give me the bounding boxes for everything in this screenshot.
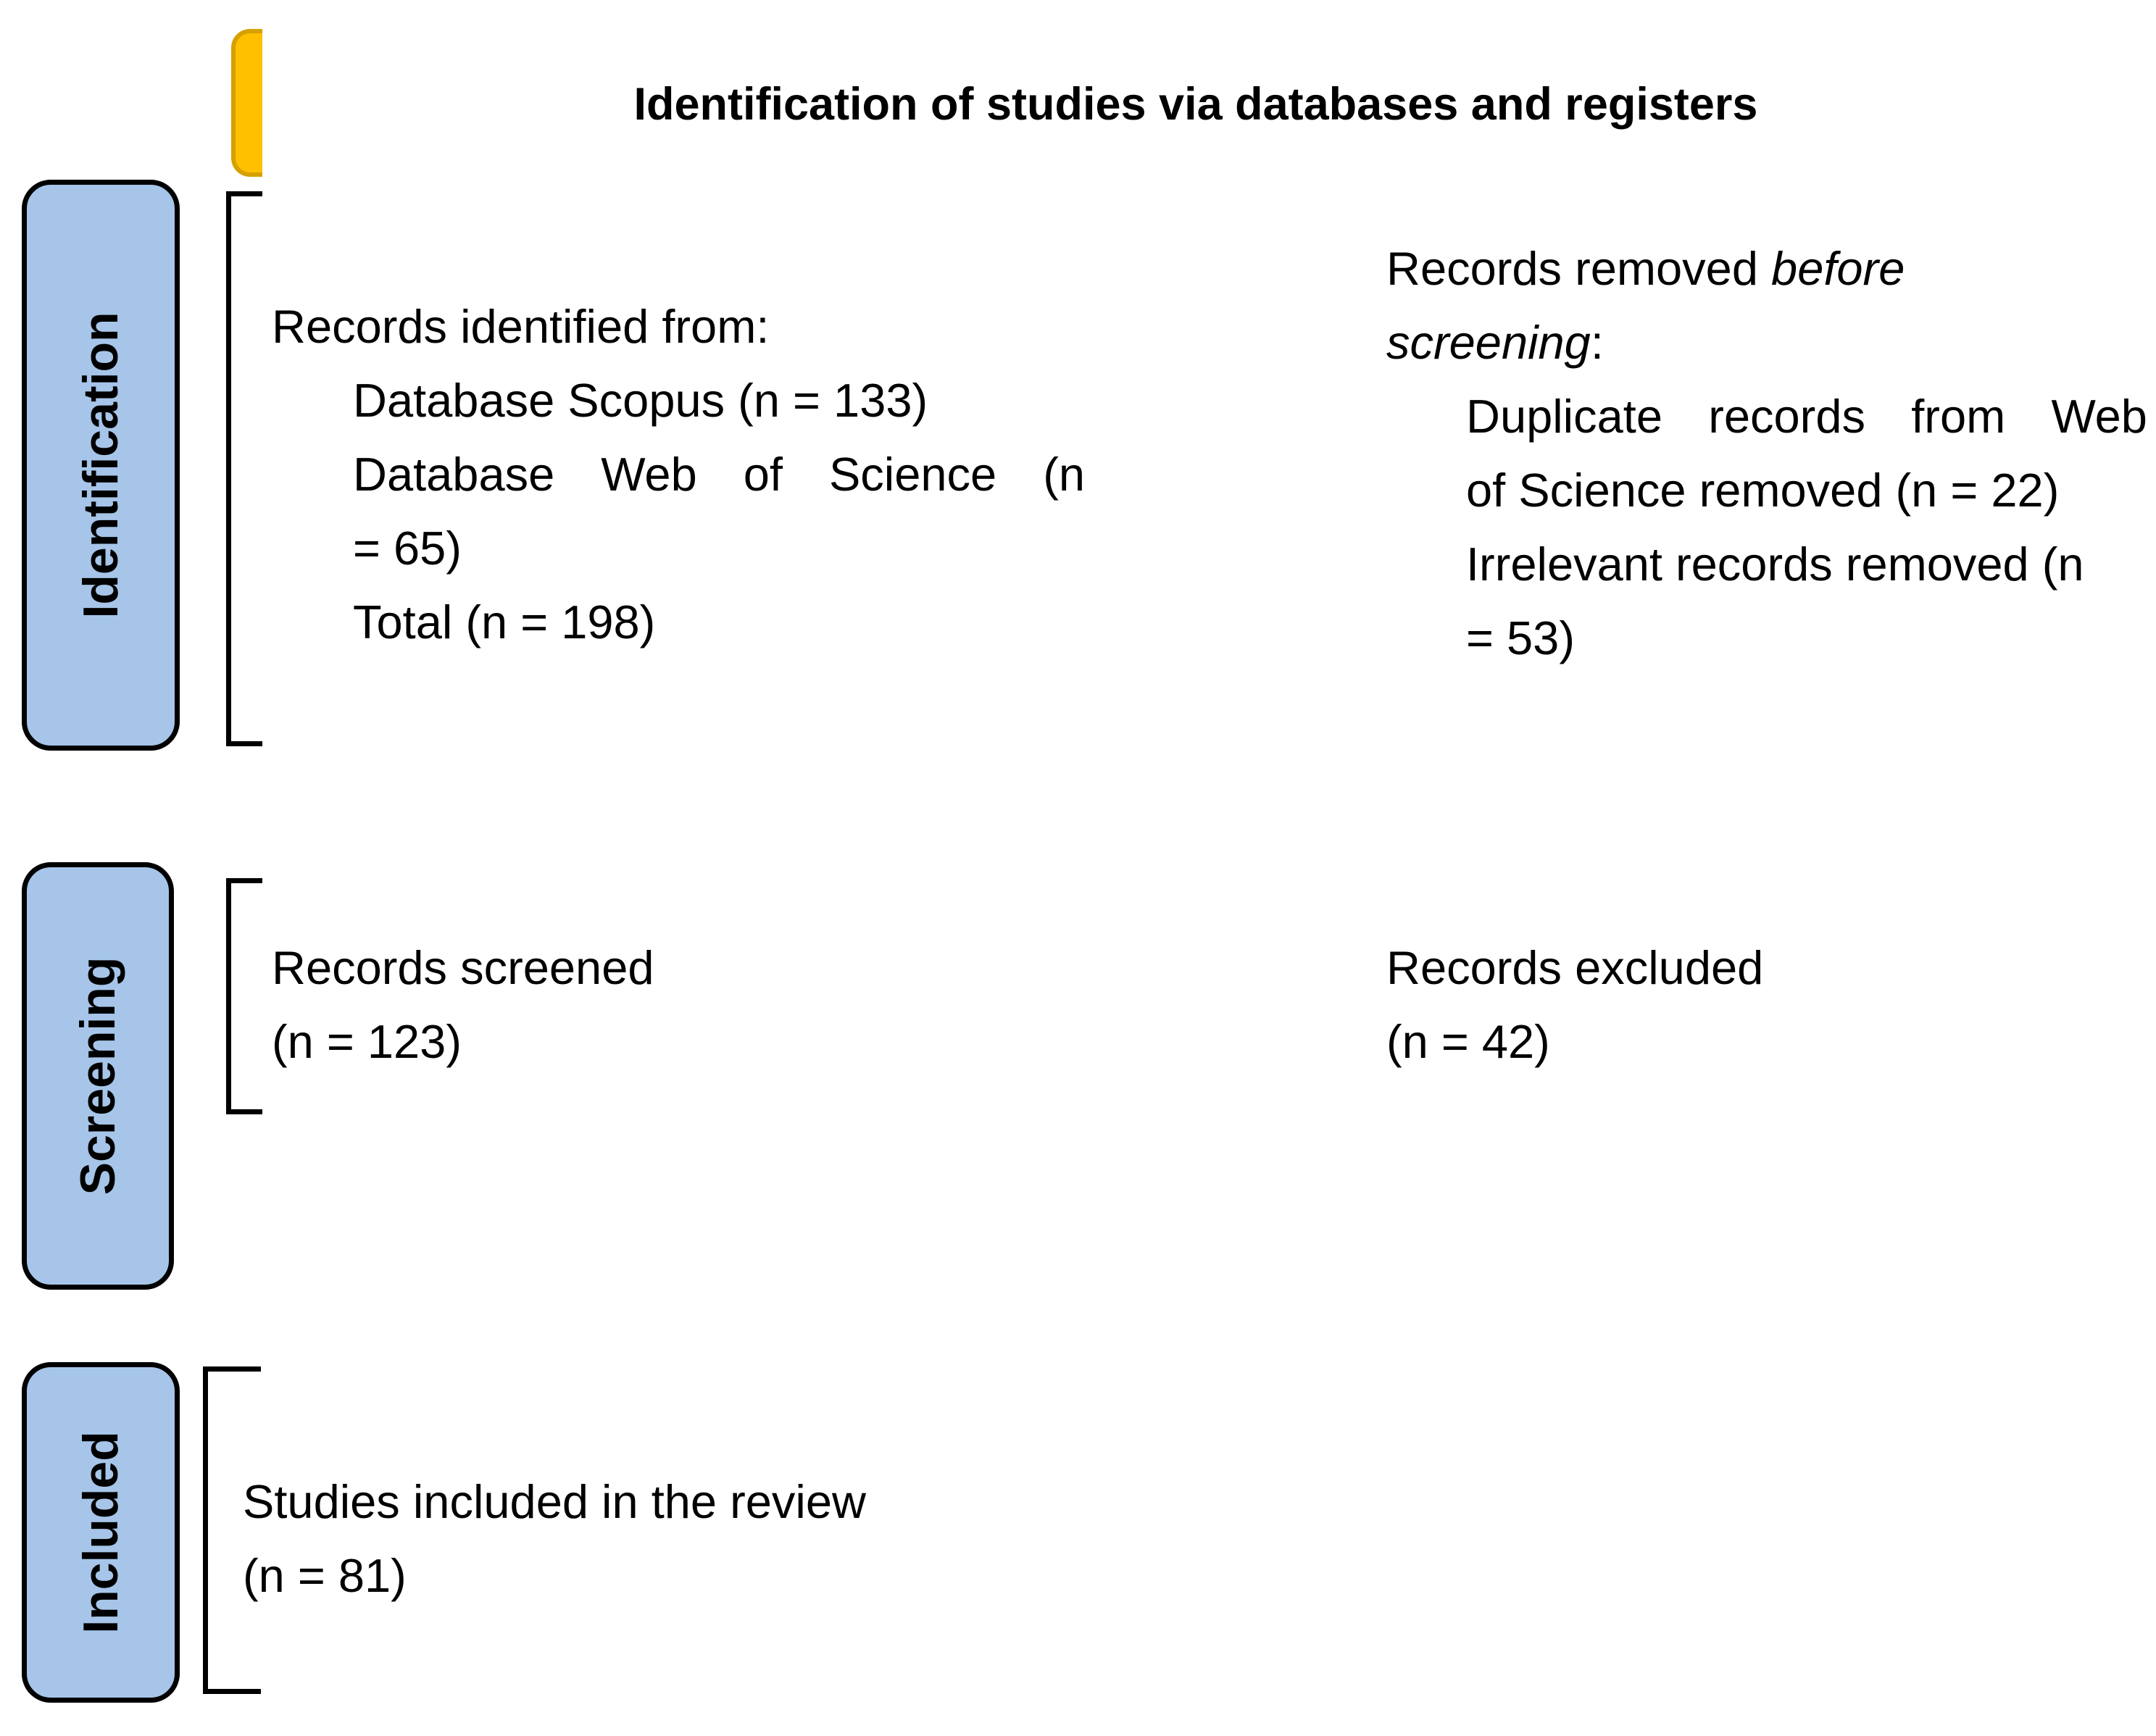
records-removed-heading-line1: Records removed before	[1386, 242, 1905, 295]
justified-word: records	[1708, 390, 1865, 443]
wos-records-count: = 65)	[353, 522, 462, 575]
records-removed-block	[1386, 232, 2147, 675]
records-screened-block	[272, 931, 654, 1079]
header-tab-mask	[262, 22, 306, 184]
stage-identification	[22, 180, 180, 751]
records-screened-label: Records screened	[272, 941, 654, 994]
justified-word: of	[743, 448, 783, 501]
studies-included-block	[243, 1465, 866, 1613]
stage-screening-label: Screening	[70, 956, 125, 1195]
stage-identification-label: Identification	[73, 312, 128, 619]
records-identified-block	[272, 290, 1085, 659]
duplicate-records-count: of Science removed (n = 22)	[1466, 464, 2060, 517]
justified-word: from	[1911, 390, 2006, 443]
irrelevant-records: Irrelevant records removed (n	[1466, 538, 2084, 591]
justified-word: (n	[1043, 448, 1085, 501]
bracket-screening	[226, 878, 262, 1114]
stage-included	[22, 1362, 180, 1703]
wos-records	[353, 438, 1085, 512]
records-screened-count: (n = 123)	[272, 1015, 462, 1068]
stage-included-label: Included	[73, 1431, 128, 1634]
total-records: Total (n = 198)	[353, 596, 656, 648]
bracket-identification	[226, 191, 262, 746]
justified-word: Web	[2051, 390, 2147, 443]
studies-included-count: (n = 81)	[243, 1549, 407, 1602]
justified-word: Database	[353, 448, 555, 501]
records-removed-heading-line2: screening:	[1386, 316, 1604, 369]
justified-word: Duplicate	[1466, 390, 1662, 443]
stage-screening	[22, 862, 174, 1290]
scopus-records: Database Scopus (n = 133)	[353, 374, 928, 427]
diagram-title: Identification of studies via databases and registers	[633, 79, 1758, 130]
records-identified-heading: Records identified from:	[272, 300, 770, 353]
records-excluded-count: (n = 42)	[1386, 1015, 1550, 1068]
justified-word: Science	[828, 448, 997, 501]
records-excluded-label: Records excluded	[1386, 941, 1764, 994]
duplicate-records	[1466, 380, 2147, 454]
irrelevant-records-count: = 53)	[1466, 612, 1575, 664]
records-excluded-block	[1386, 931, 1763, 1079]
justified-word: Web	[601, 448, 697, 501]
studies-included-label: Studies included in the review	[243, 1475, 866, 1528]
